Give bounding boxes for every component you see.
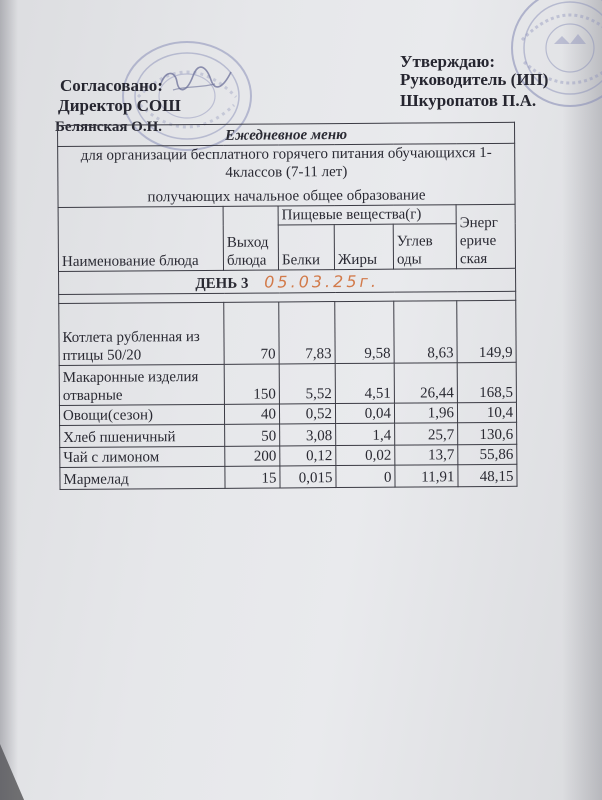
dish-carbs: 8,63 — [394, 301, 457, 363]
day-label: ДЕНЬ 3 — [195, 275, 249, 293]
dish-proteins: 0,015 — [280, 466, 336, 488]
dish-yield: 15 — [225, 466, 280, 488]
handwritten-date: 05.03.25г. — [264, 271, 380, 292]
approve-label: Утверждаю: — [400, 52, 496, 71]
dish-name: Чай с лимоном — [60, 446, 225, 467]
column-header-name: Наименование блюда — [58, 206, 223, 271]
dish-energy: 168,5 — [457, 362, 516, 402]
dish-yield: 40 — [224, 404, 279, 424]
dish-proteins: 5,52 — [279, 364, 335, 404]
dish-fats: 4,51 — [335, 363, 394, 403]
dish-energy: 130,6 — [458, 422, 517, 444]
dish-fats: 1,4 — [336, 423, 395, 445]
menu-item-row — [60, 444, 517, 467]
dish-fats: 9,58 — [335, 301, 394, 363]
dish-energy: 55,86 — [458, 444, 517, 464]
dish-fats: 0,04 — [335, 403, 394, 423]
menu-subtitle — [58, 143, 515, 207]
dish-energy: 48,15 — [458, 464, 517, 486]
column-header-energy: Энерг ериче ская — [456, 204, 515, 268]
dish-name: Котлета рубленная из птицы 50/20 — [59, 302, 224, 365]
director-title: Директор СОШ — [58, 96, 181, 115]
column-header-yield: Выход блюда — [223, 206, 278, 270]
dish-fats: 0,02 — [336, 445, 395, 465]
menu-subtitle-line1: для организации бесплатного горячего питания обучающихся 1-4классов (7-11 лет) — [80, 144, 492, 181]
dish-name: Хлеб пшеничный — [60, 424, 225, 447]
dish-proteins: 3,08 — [280, 424, 336, 446]
daily-menu-table — [57, 122, 518, 490]
day-label-cell — [59, 268, 516, 294]
dish-yield: 200 — [225, 446, 280, 466]
director-name: Белянская О.Н. — [55, 119, 163, 135]
head-name: Шкуропатов П.А. — [400, 91, 537, 110]
dish-energy: 149,9 — [457, 300, 516, 362]
dish-name: Макаронные изделия отварные — [59, 364, 224, 405]
head-title: Руководитель (ИП) — [400, 70, 549, 89]
agreed-label: Согласовано: — [60, 76, 163, 95]
dish-carbs: 11,91 — [395, 465, 458, 487]
menu-item-row — [59, 402, 516, 425]
paper-right-shadow — [562, 0, 602, 800]
column-header-nutrients: Пищевые вещества(г) — [278, 205, 456, 225]
column-header-fats: Жиры — [334, 224, 393, 269]
dish-carbs: 26,44 — [394, 363, 457, 403]
menu-item-row — [59, 362, 516, 405]
day-row — [59, 268, 516, 294]
dish-carbs: 1,96 — [394, 403, 457, 423]
dish-yield: 150 — [224, 364, 279, 404]
dish-proteins: 7,83 — [279, 302, 335, 364]
menu-rows — [59, 300, 517, 489]
column-header-proteins: Белки — [278, 225, 334, 270]
dish-proteins: 0,12 — [280, 446, 336, 466]
dish-carbs: 25,7 — [395, 423, 458, 445]
dish-proteins: 0,52 — [279, 404, 335, 424]
column-header-carbs: Углев оды — [393, 224, 456, 269]
dish-energy: 10,4 — [457, 402, 516, 422]
dish-name: Овощи(сезон) — [59, 404, 224, 425]
table-subtitle-row — [58, 143, 515, 207]
menu-item-row — [59, 300, 516, 365]
dish-name: Мармелад — [60, 466, 225, 489]
menu-title: Ежедневное меню — [58, 122, 515, 146]
menu-subtitle-line2: получающих начальное общее образование — [147, 187, 426, 206]
dish-yield: 70 — [224, 302, 279, 364]
dish-carbs: 13,7 — [395, 445, 458, 465]
dish-fats: 0 — [336, 465, 395, 487]
menu-item-row — [60, 464, 517, 489]
paper-left-shadow — [0, 0, 18, 800]
dish-yield: 50 — [225, 424, 280, 446]
menu-item-row — [60, 422, 517, 447]
director-signature — [155, 62, 235, 98]
